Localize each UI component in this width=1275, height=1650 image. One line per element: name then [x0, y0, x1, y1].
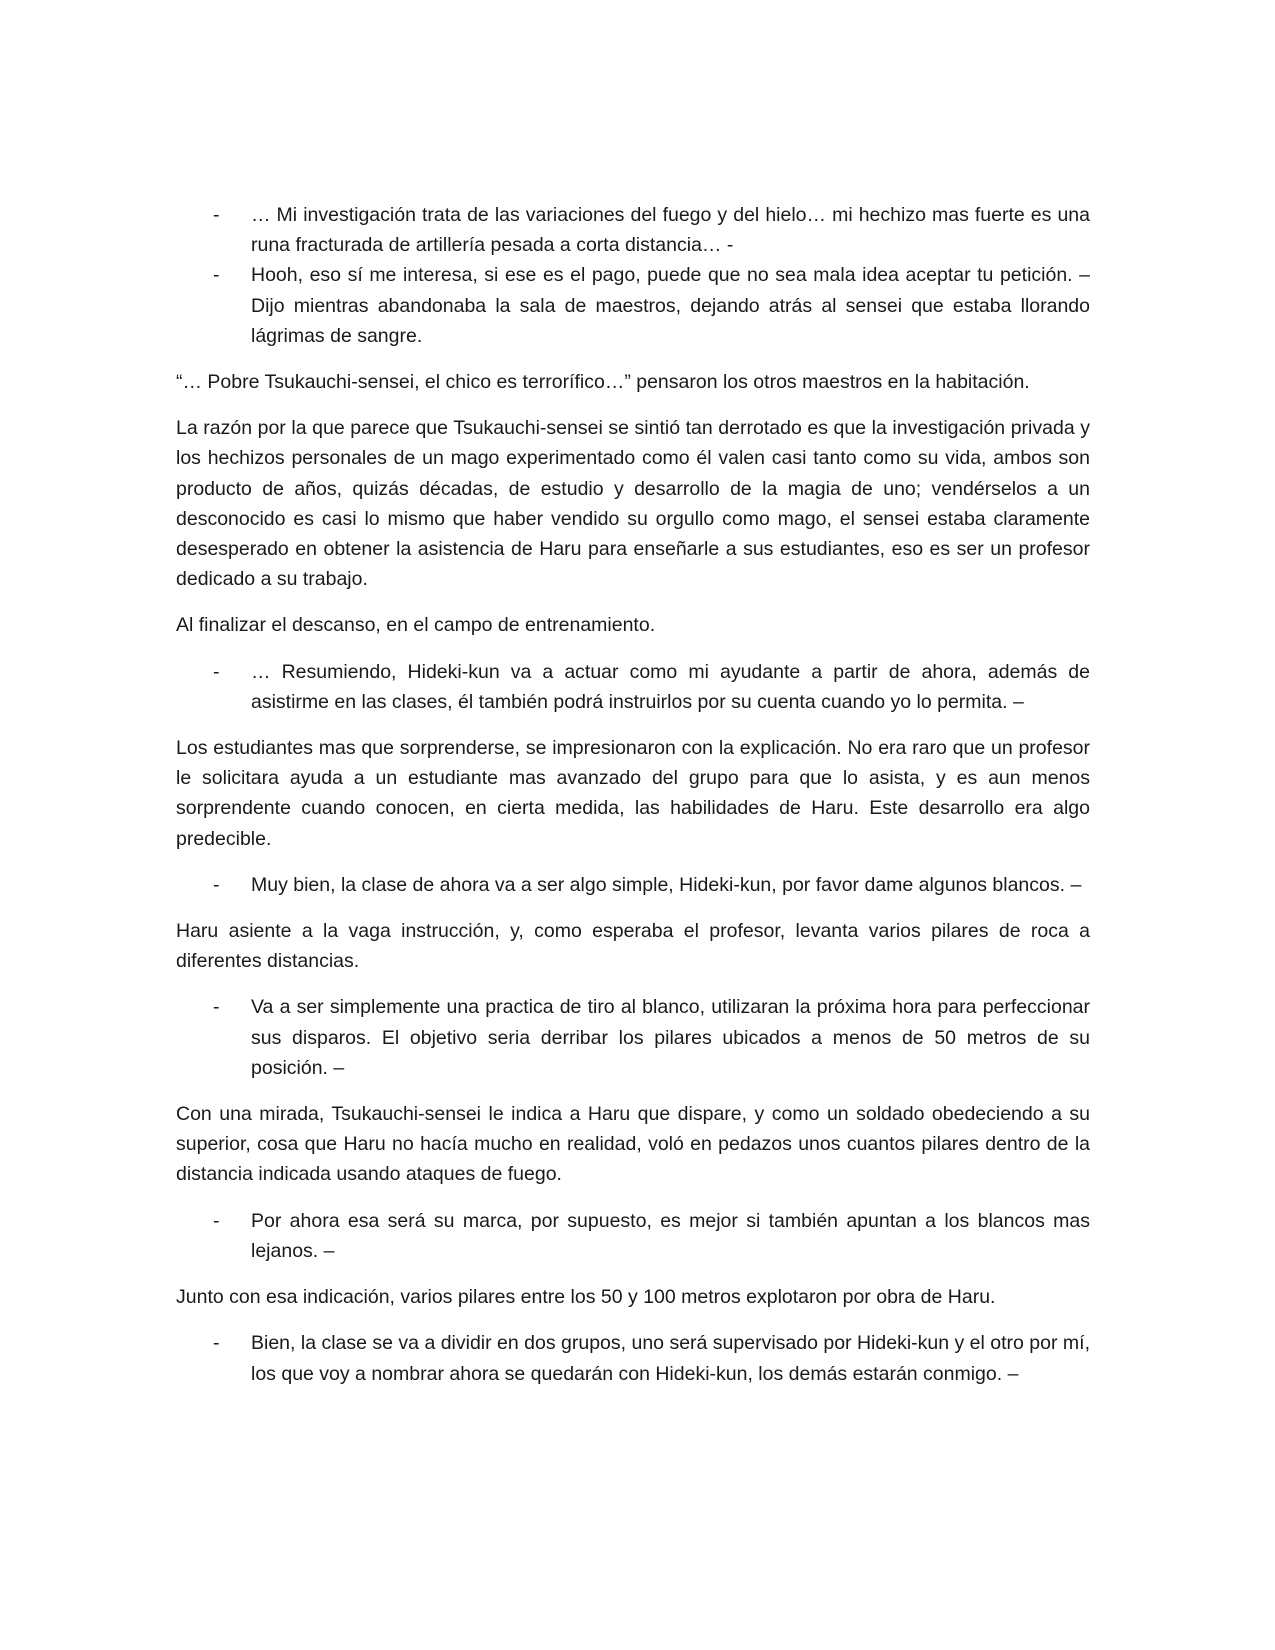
dialogue-list [176, 1328, 1090, 1388]
dialogue-text: Va a ser simplemente una practica de tiro al blanco, utilizaran la próxima hora para perfeccionar sus disparos. El objetivo seria derribar los pilares ubicados a menos de 50 metros de su posición. – [251, 996, 1090, 1079]
dialogue-list [176, 657, 1090, 717]
dialogue-list [176, 870, 1090, 900]
dialogue-item [176, 870, 1090, 900]
dialogue-text: … Resumiendo, Hideki-kun va a actuar como mi ayudante a partir de ahora, además de asistirme en las clases, él también podrá instruirlos por su cuenta cuando yo lo permita. – [251, 660, 1090, 713]
dialogue-item [176, 1206, 1090, 1266]
document-page [176, 200, 1090, 1405]
dialogue-text: Por ahora esa será su marca, por supuesto, es mejor si también apuntan a los blancos mas lejanos. – [251, 1209, 1090, 1262]
dash-marker: - [213, 1332, 220, 1355]
dash-marker: - [213, 873, 220, 896]
paragraph: Al finalizar el descanso, en el campo de entrenamiento. [176, 614, 656, 637]
dialogue-list [176, 992, 1090, 1083]
dash-marker: - [213, 264, 220, 287]
paragraph: La razón por la que parece que Tsukauchi-sensei se sintió tan derrotado es que la investigación privada y los hechizos personales de un mago experimentado como él valen casi tanto como su vida, ambos son producto de años, quizás décadas, de estudio y desarrollo de la magia de uno; vendérselos a un desconocido es casi lo mismo que haber vendido su orgullo como mago, el sensei estaba claramente desesperado en obtener la asistencia de Haru para enseñarle a sus estudiantes, eso es ser un profesor dedicado a su trabajo. [176, 417, 1090, 591]
paragraph: Los estudiantes mas que sorprenderse, se impresionaron con la explicación. No era raro que un profesor le solicitara ayuda a un estudiante mas avanzado del grupo para que lo asista, y es aun menos sorprendente cuando conocen, en cierta medida, las habilidades de Haru. Este desarrollo era algo predecible. [176, 737, 1090, 850]
dialogue-text: Bien, la clase se va a dividir en dos grupos, uno será supervisado por Hideki-kun y el otro por mí, los que voy a nombrar ahora se quedarán con Hideki-kun, los demás estarán conmigo. – [251, 1332, 1090, 1385]
dialogue-text: … Mi investigación trata de las variaciones del fuego y del hielo… mi hechizo mas fuerte es una runa fracturada de artillería pesada a corta distancia… - [251, 204, 1090, 257]
dialogue-item [176, 1328, 1090, 1388]
dialogue-list [176, 200, 1090, 351]
dash-marker: - [213, 1209, 220, 1232]
dialogue-text: Hooh, eso sí me interesa, si ese es el pago, puede que no sea mala idea aceptar tu petición. – Dijo mientras abandonaba la sala de maestros, dejando atrás al sensei que estaba llorando lágrimas de sangre. [251, 264, 1090, 347]
dash-marker: - [213, 660, 220, 683]
dash-marker: - [213, 204, 220, 226]
dialogue-item [176, 992, 1090, 1083]
dialogue-item [176, 200, 1090, 260]
paragraph: Haru asiente a la vaga instrucción, y, como esperaba el profesor, levanta varios pilares de roca a diferentes distancias. [176, 920, 1090, 973]
dialogue-text: Muy bien, la clase de ahora va a ser algo simple, Hideki-kun, por favor dame algunos blancos. – [251, 873, 1082, 896]
paragraph: Junto con esa indicación, varios pilares entre los 50 y 100 metros explotaron por obra de Haru. [176, 1286, 996, 1309]
dialogue-item [176, 657, 1090, 717]
dialogue-item [176, 260, 1090, 351]
paragraph: Con una mirada, Tsukauchi-sensei le indica a Haru que dispare, y como un soldado obedeciendo a su superior, cosa que Haru no hacía mucho en realidad, voló en pedazos unos cuantos pilares dentro de la distancia indicada usando ataques de fuego. [176, 1103, 1090, 1186]
paragraph: “… Pobre Tsukauchi-sensei, el chico es terrorífico…” pensaron los otros maestros en la habitación. [176, 371, 1030, 394]
dialogue-list [176, 1206, 1090, 1266]
dash-marker: - [213, 996, 220, 1019]
